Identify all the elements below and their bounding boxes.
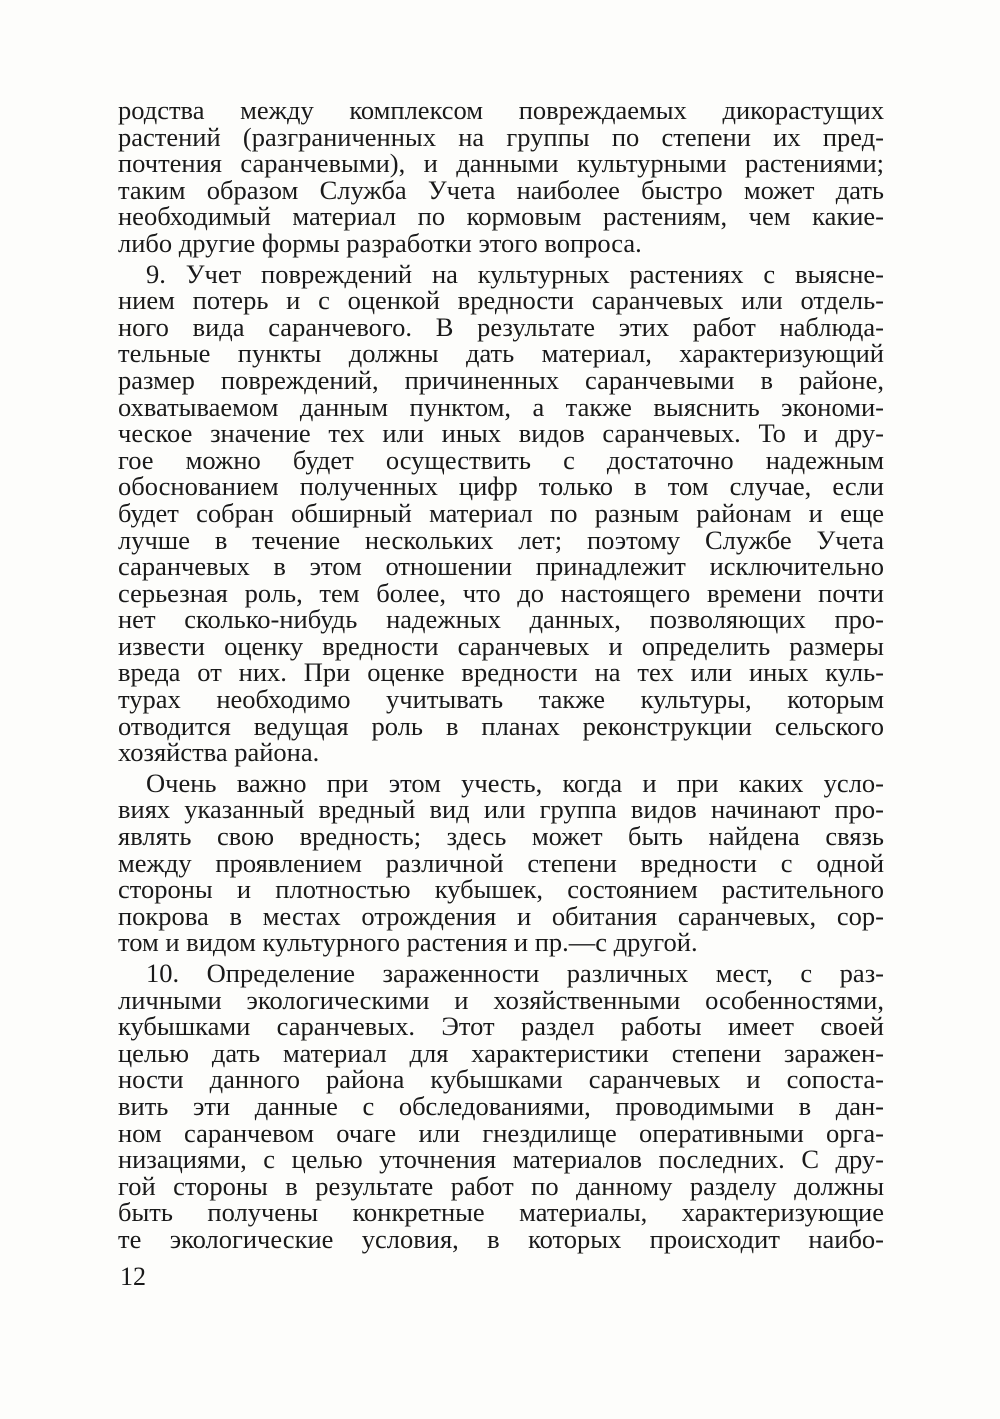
text-line: покрова в местах отрождения и обитания саранчевых, сор- (118, 900, 884, 931)
text-line: виях указанный вредный вид или группа видов начинают про- (118, 794, 884, 825)
text-line: либо другие формы разработки этого вопроса. (118, 227, 642, 258)
text-line: 10. Определение зараженности различных мест, с раз- (146, 958, 884, 988)
text-line: хозяйства района. (118, 737, 320, 768)
text-line: гое можно будет осуществить с достаточно надежным (118, 444, 884, 475)
text-line: 9. Учет повреждений на культурных растениях с выясне- (146, 258, 884, 289)
text-line: ном саранчевом очаге или гнездилище оперативными орга- (118, 1117, 884, 1148)
text-line: те экологические условия, в которых происходит наибо- (118, 1223, 884, 1254)
text-line: таким образом Служба Учета наиболее быстро может дать (118, 174, 884, 205)
text-line: отводится ведущая роль в планах реконструкции сельского (118, 710, 884, 741)
text-line: ного вида саранчевого. В результате этих работ наблюда- (118, 311, 884, 342)
text-line: между проявлением различной степени вредности с одной (118, 847, 884, 878)
text-line: лучше в течение нескольких лет; поэтому Службе Учета (118, 524, 884, 555)
text-line: нет сколько-нибудь надежных данных, позволяющих про- (118, 604, 884, 635)
page-number: 12 (120, 1262, 146, 1291)
text-line: необходимый материал по кормовым растениям, чем какие- (118, 201, 884, 232)
text-line: охватываемом данным пунктом, а также выяснить экономи- (118, 391, 884, 422)
text-line: нием потерь и с оценкой вредности саранчевых или отдель- (118, 285, 884, 316)
text-line: будет собран обширный материал по разным районам и еще (118, 497, 884, 528)
text-line: ческое значение тех или иных видов саранчевых. То и дру- (118, 418, 884, 449)
text-line: гой стороны в результате работ по данному разделу должны (118, 1170, 884, 1201)
text-line: Очень важно при этом учесть, когда и при каких усло- (146, 767, 884, 798)
text-line: быть получены конкретные материалы, характеризующие (118, 1197, 884, 1228)
text-line: вить эти данные с обследованиями, проводимыми в дан- (118, 1090, 884, 1121)
text-line: личными экологическими и хозяйственными особенностями, (118, 984, 884, 1015)
text-line: почтения саранчевыми), и данными культурными растениями; (118, 148, 884, 179)
text-line: турах необходимо учитывать также культуры, которым (118, 684, 884, 715)
text-line: родства между комплексом повреждаемых дикорастущих (118, 95, 884, 125)
body-text (118, 97, 884, 1253)
text-line: серьезная роль, тем более, что до настоящего времени почти (118, 577, 884, 608)
text-line: размер повреждений, причиненных саранчевыми в районе, (118, 364, 884, 395)
text-line: обоснованием полученных цифр только в том случае, если (118, 471, 884, 502)
text-line: вреда от них. При оценке вредности на тех или иных куль- (118, 657, 884, 688)
text-line: целью дать материал для характеристики степени заражен- (118, 1037, 884, 1068)
text-line: саранчевых в этом отношении принадлежит исключительно (118, 551, 884, 582)
text-line: ности данного района кубышками саранчевых и сопоста- (118, 1064, 884, 1095)
text-line: являть свою вредность; здесь может быть найдена связь (118, 821, 884, 852)
text-line: растений (разграниченных на группы по степени их пред- (118, 121, 884, 152)
text-line: тельные пункты должны дать материал, характеризующий (118, 338, 884, 369)
text-line: стороны и плотностью кубышек, состоянием растительного (118, 874, 884, 905)
text-line: низациями, с целью уточнения материалов последних. С дру- (118, 1144, 884, 1175)
text-line: том и видом культурного растения и пр.—с другой. (118, 927, 698, 958)
text-line: кубышками саранчевых. Этот раздел работы имеет своей (118, 1011, 884, 1042)
text-line: извести оценку вредности саранчевых и определить размеры (118, 630, 884, 661)
